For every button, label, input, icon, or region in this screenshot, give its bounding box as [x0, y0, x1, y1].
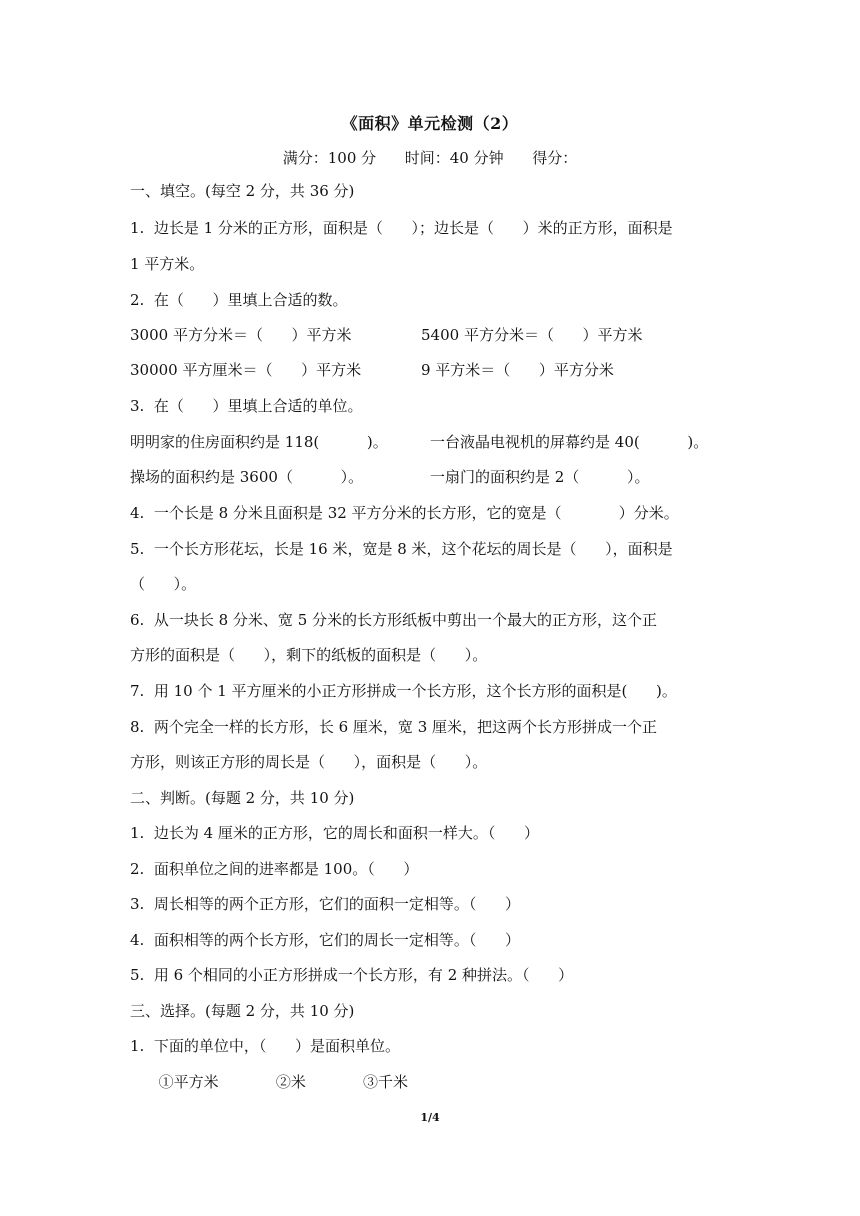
- question-text: 4. 一个长是 8 分米且面积是 32 平方分米的长方形，它的宽是（ ）分米。: [130, 504, 679, 522]
- unit-item: 一扇门的面积约是 2（ ）。: [430, 468, 650, 486]
- conversion-item: 30000 平方厘米＝（ ）平方米: [130, 361, 362, 379]
- question-text: 方形的面积是（ ），剩下的纸板的面积是（ ）。: [130, 646, 488, 664]
- unit-item: 操场的面积约是 3600（ ）。: [130, 468, 364, 486]
- unit-item: 一台液晶电视机的屏幕约是 40( )。: [430, 433, 709, 451]
- question-text: 5. 一个长方形花坛，长是 16 米，宽是 8 米，这个花坛的周长是（ ），面积是: [130, 540, 673, 558]
- question-text: （ ）。: [130, 575, 197, 593]
- question-text: 2. 在（ ）里填上合适的数。: [130, 291, 348, 309]
- question-text: 4. 面积相等的两个长方形，它们的周长一定相等。（ ）: [130, 931, 520, 949]
- question-text: 8. 两个完全一样的长方形，长 6 厘米，宽 3 厘米，把这两个长方形拼成一个正: [130, 718, 658, 736]
- question-text: 1. 边长为 4 厘米的正方形，它的周长和面积一样大。（ ）: [130, 824, 540, 842]
- section-heading-fill-blank: 一、填空。(每空 2 分，共 36 分): [130, 182, 355, 200]
- conversion-item: 9 平方米＝（ ）平方分米: [421, 361, 614, 379]
- page-title: 《面积》单元检测（2）: [341, 114, 519, 133]
- question-text: 1. 下面的单位中，（ ）是面积单位。: [130, 1037, 400, 1055]
- question-text: 1. 边长是 1 分米的正方形，面积是（ ）；边长是（ ）米的正方形，面积是: [130, 219, 673, 237]
- conversion-item: 3000 平方分米＝（ ）平方米: [130, 326, 352, 344]
- section-heading-multiple-choice: 三、选择。(每题 2 分，共 10 分): [130, 1002, 355, 1020]
- question-text: 3. 周长相等的两个正方形，它们的面积一定相等。（ ）: [130, 895, 520, 913]
- question-text: 2. 面积单位之间的进率都是 100。（ ）: [130, 860, 419, 878]
- question-text: 3. 在（ ）里填上合适的单位。: [130, 397, 363, 415]
- question-text: 6. 从一块长 8 分米、宽 5 分米的长方形纸板中剪出一个最大的正方形，这个正: [130, 611, 658, 629]
- choice-options: ①平方米 ②米 ③千米: [130, 1073, 409, 1091]
- question-text: 1 平方米。: [130, 255, 205, 273]
- question-text: 5. 用 6 个相同的小正方形拼成一个长方形，有 2 种拼法。（ ）: [130, 966, 574, 984]
- score-info: 满分：100 分 时间：40 分钟 得分：: [282, 149, 578, 167]
- conversion-item: 5400 平方分米＝（ ）平方米: [421, 326, 643, 344]
- section-heading-true-false: 二、判断。(每题 2 分，共 10 分): [130, 789, 355, 807]
- question-text: 方形，则该正方形的周长是（ ），面积是（ ）。: [130, 753, 488, 771]
- page-number: 1/4: [420, 1111, 440, 1124]
- question-text: 7. 用 10 个 1 平方厘米的小正方形拼成一个长方形，这个长方形的面积是( )。: [130, 682, 677, 700]
- unit-item: 明明家的住房面积约是 118( )。: [130, 433, 388, 451]
